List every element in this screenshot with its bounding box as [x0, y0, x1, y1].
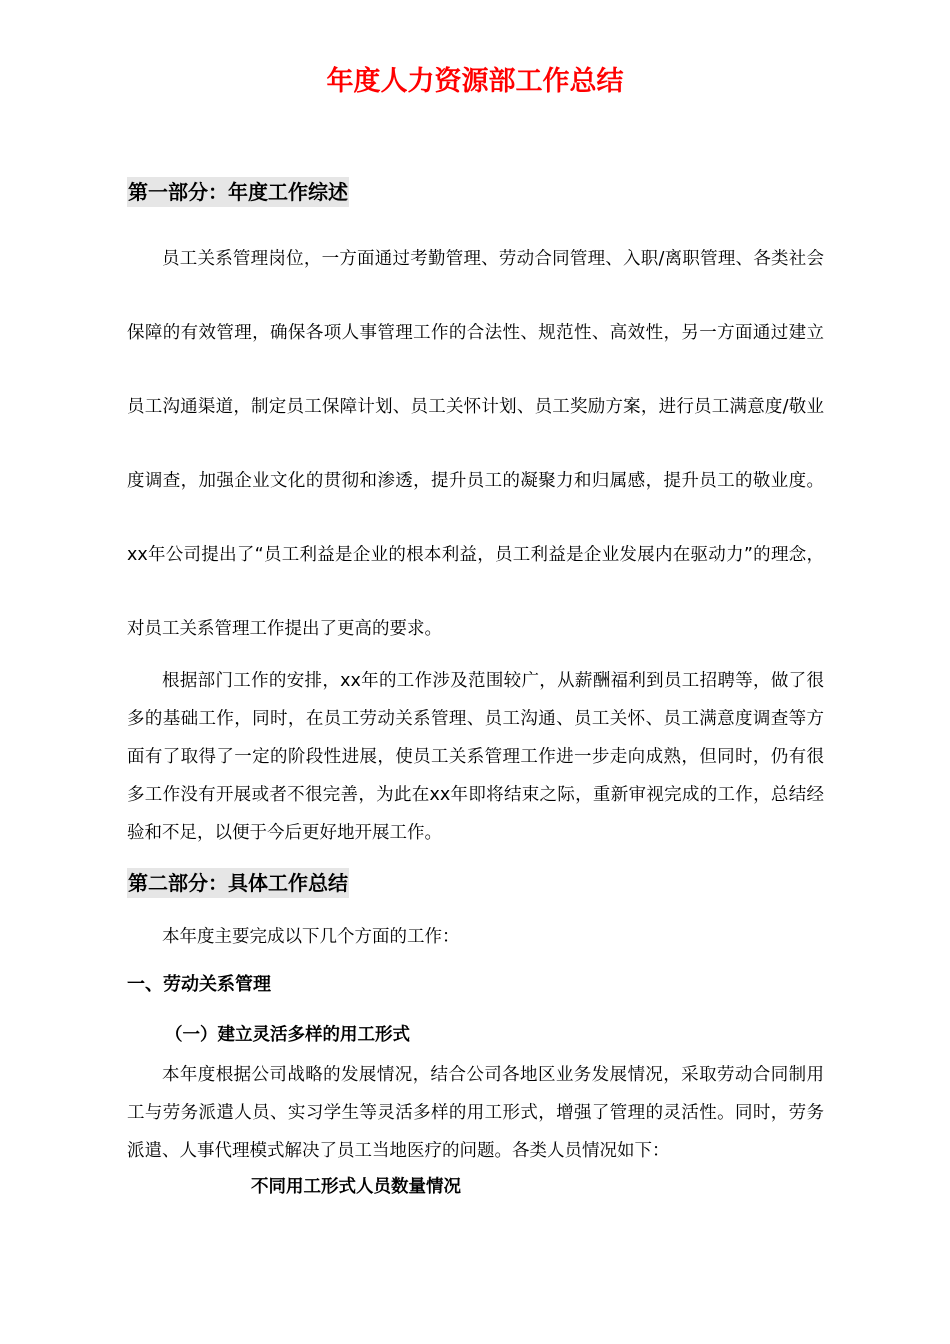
subsection1-paragraph: 本年度根据公司战略的发展情况，结合公司各地区业务发展情况，采取劳动合同制用工与劳务派遣人员、实习学生等灵活多样的用工形式，增强了管理的灵活性。同时，劳务派遣、人事代理模式解决了员工当地医疗的问题。各类人员情况如下： [127, 1065, 824, 1161]
document-title: 年度人力资源部工作总结 [326, 66, 624, 97]
part2-intro: 本年度主要完成以下几个方面的工作： [162, 927, 460, 947]
table-caption: 不同用工形式人员数量情况 [251, 1177, 461, 1197]
part1-paragraph-2: 根据部门工作的安排，xx年的工作涉及范围较广，从薪酬福利到员工招聘等，做了很多的基础工作，同时，在员工劳动关系管理、员工沟通、员工关怀、员工满意度调查等方面有了取得了一定的阶段性进展，使员工关系管理工作进一步走向成熟，但同时，仍有很多工作没有开展或者不很完善，为此在xx年即将结束之际，重新审视完成的工作，总结经验和不足，以便于今后更好地开展工作。 [127, 671, 824, 843]
part1-heading: 第一部分：年度工作综述 [127, 177, 349, 207]
subsection1-heading: （一）建立灵活多样的用工形式 [165, 1025, 410, 1045]
part2-heading: 第二部分：具体工作总结 [127, 868, 349, 898]
part1-paragraph-1: 员工关系管理岗位，一方面通过考勤管理、劳动合同管理、入职/离职管理、各类社会保障的有效管理，确保各项人事管理工作的合法性、规范性、高效性，另一方面通过建立员工沟通渠道，制定员工保障计划、员工关怀计划、员工奖励方案，进行员工满意度/敬业度调查，加强企业文化的贯彻和渗透，提升员工的凝聚力和归属感，提升员工的敬业度。xx年公司提出了“员工利益是企业的根本利益，员工利益是企业发展内在驱动力”的理念，对员工关系管理工作提出了更高的要求。 [127, 249, 824, 639]
section1-heading: 一、劳动关系管理 [127, 974, 271, 995]
